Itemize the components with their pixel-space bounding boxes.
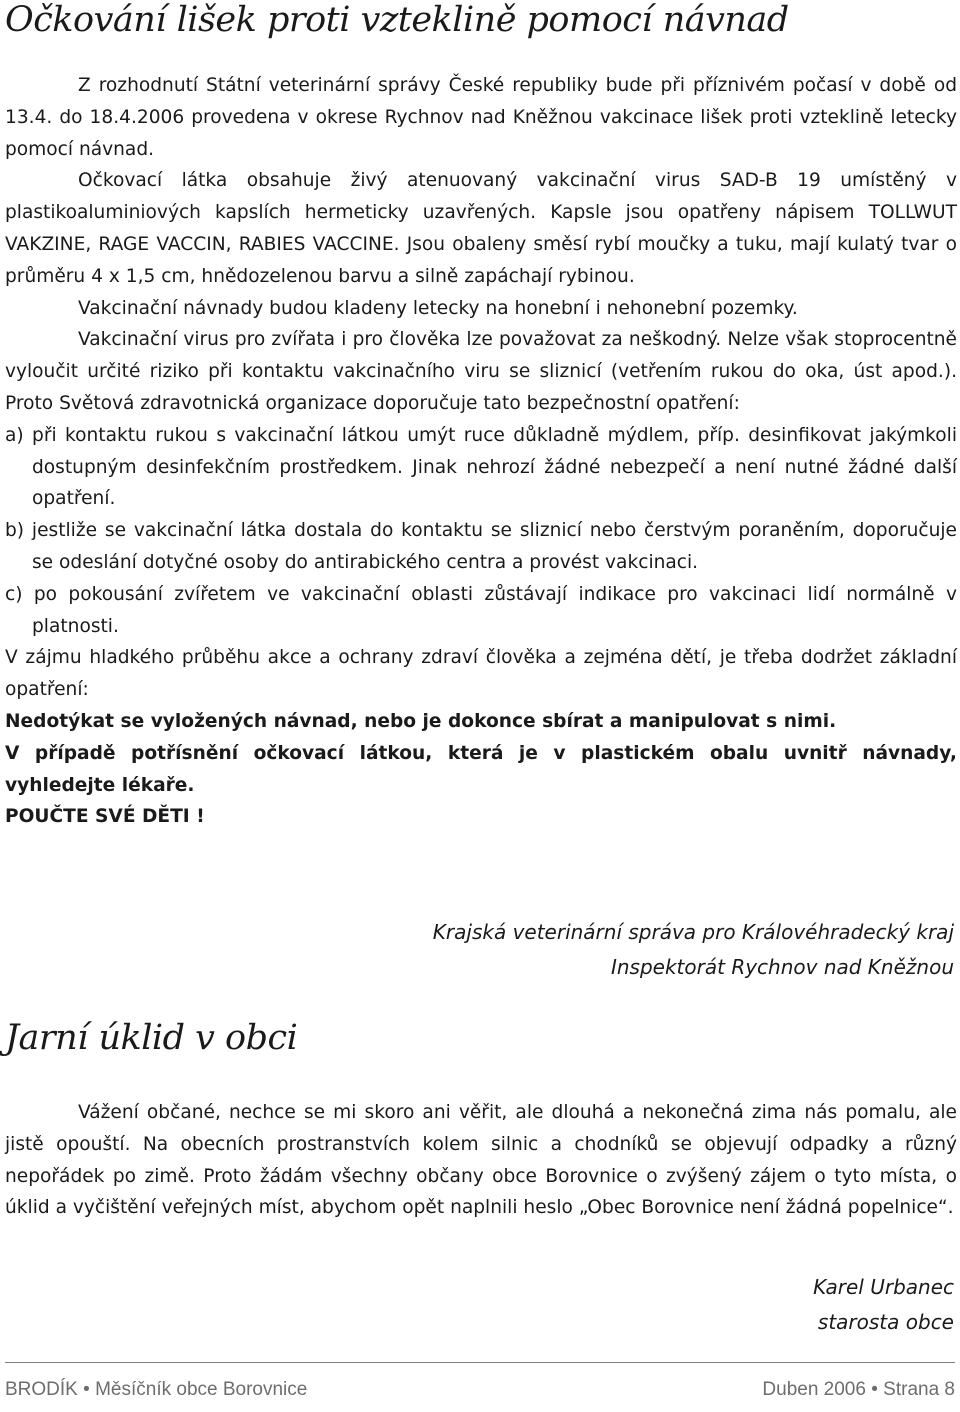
warning-text: V případě potřísnění očkovací látkou, která je v plastickém obalu uvnitř návnady, vyhledejte lékaře.: [5, 742, 957, 796]
issue-date: Duben 2006: [762, 1379, 866, 1400]
list-item: a) při kontaktu rukou s vakcinační látkou umýt ruce důkladně mýdlem, příp. desinfikovat jakýmkoli dostupným desinfekčním prostředkem. Jinak nehrozí žádné nebezpečí a není nutné žádné další opatření.: [5, 424, 957, 510]
bullet-separator: •: [83, 1379, 90, 1400]
paragraph: Vakcinační návnady budou kladeny letecky na honební i nehonební pozemky.: [78, 297, 798, 319]
paragraph: [5, 70, 957, 165]
warning-text: Nedotýkat se vyložených návnad, nebo je dokonce sbírat a manipulovat s nimi.: [5, 710, 837, 732]
page-footer: [5, 1362, 955, 1400]
paragraph: V zájmu hladkého průběhu akce a ochrany zdraví člověka a zejména dětí, je třeba dodržet základní opatření:: [5, 647, 957, 701]
list-item: c) po pokousání zvířetem ve vakcinační oblasti zůstávají indikace pro vakcinaci lidí normálně v platnosti.: [5, 583, 957, 637]
warning-text: POUČTE SVÉ DĚTI !: [5, 806, 205, 828]
bullet-separator: •: [871, 1379, 878, 1400]
signature-line: Krajská veterinární správa pro Královéhradecký kraj: [432, 920, 954, 944]
paragraph: Očkovací látka obsahuje živý atenuovaný vakcinační virus SAD-B 19 umístěný v plastikoaluminiových kapslích hermeticky uzavřených. Kapsle jsou opatřeny nápisem TOLLWUT VAKZINE, RAGE VACCIN, RABIES VACCINE. Jsou obaleny směsí rybí moučky a tuku, mají kulatý tvar o průměru 4 x 1,5 cm, hnědozelenou barvu a silně zapáchají rybinou.: [5, 170, 957, 287]
signature-name: Karel Urbanec: [813, 1275, 954, 1299]
page-number: Strana 8: [883, 1379, 955, 1400]
article-title: Očkování lišek proti vzteklině pomocí návnad: [5, 0, 789, 40]
article-body: [5, 1097, 957, 1224]
footer-issue: [762, 1379, 955, 1401]
signature: [554, 1270, 954, 1340]
publication-subtitle: Měsíčník obce Borovnice: [95, 1379, 308, 1400]
footer-publication: [5, 1379, 307, 1401]
text: provedena v okrese Rychnov nad Kněžnou vakcinace lišek proti vzteklině letecky pomocí návnad.: [5, 106, 957, 160]
paragraph: Vakcinační virus pro zvířata i pro člověka lze považovat za neškodný. Nelze však stoprocentně vyloučit určité riziko při kontaktu vakcinačního viru se sliznicí (vetřením rukou do oka, úst apod.). Proto Světová zdravotnická organizace doporučuje tato bezpečnostní opatření:: [5, 329, 957, 414]
signature: [254, 915, 954, 985]
paragraph: Vážení občané, nechce se mi skoro ani věřit, ale dlouhá a nekonečná zima nás pomalu, ale jistě opouští. Na obecních prostranstvích kolem silnic a chodníků se objevují odpadky a různý nepořádek po zimě. Proto žádám všechny občany obce Borovnice o zvýšený zájem o tyto místa, o úklid a vyčištění veřejných míst, abychom opět naplnili heslo „Obec Borovnice není žádná popelnice“.: [5, 1102, 957, 1219]
list-item: b) jestliže se vakcinační látka dostala do kontaktu se sliznicí nebo čerstvým poraněním, doporučuje se odeslání dotyčné osoby do antirabického centra a provést vakcinaci.: [5, 520, 957, 573]
date-range: od 13.4. do 18.4.2006: [5, 75, 957, 128]
signature-role: starosta obce: [817, 1310, 954, 1334]
article-title: Jarní úklid v obci: [5, 1018, 298, 1058]
publication-name: BRODÍK: [5, 1379, 78, 1400]
article-body: [5, 70, 957, 833]
signature-line: Inspektorát Rychnov nad Kněžnou: [610, 955, 954, 979]
text: Z rozhodnutí Státní veterinární správy České republiky bude při příznivém počasí v době: [78, 75, 934, 96]
